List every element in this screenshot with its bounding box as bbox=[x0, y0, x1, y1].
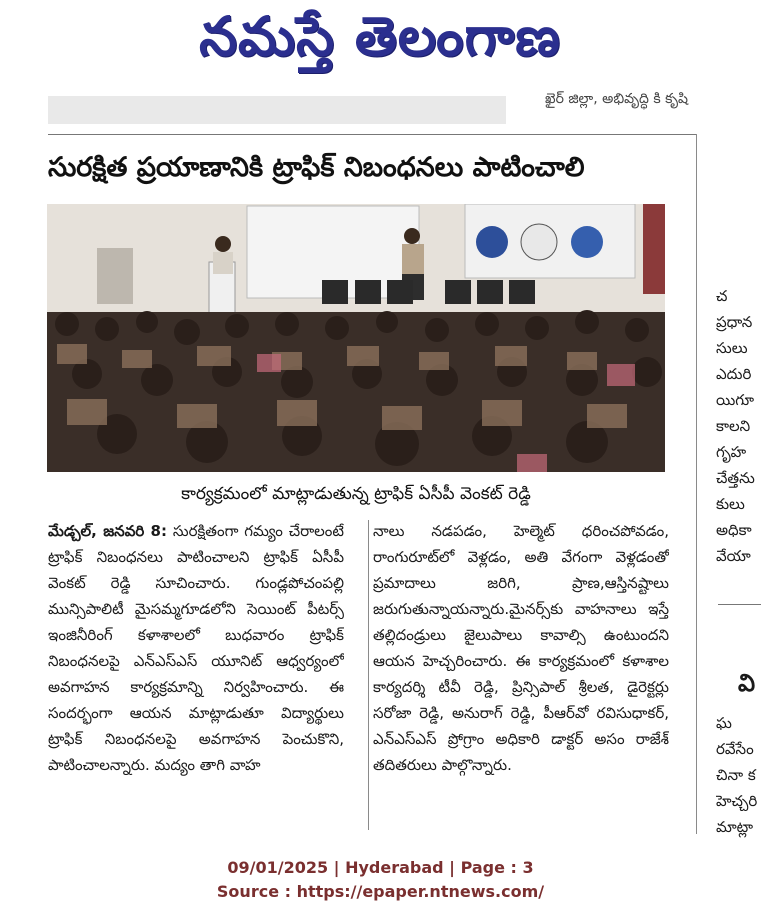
article-col1-text: సురక్షితంగా గమ్యం చేరాలంటే ట్రాఫిక్ నిబంధనలు పాటించాలని ట్రాఫిక్ ఏసీపీ వెంకట్ రెడ్డి సూచించారు. గుండ్లపోచంపల్లి మున్సిపాలిటీ మైసమ్మగూడలోని సెయింట్ పీటర్స్ ఇంజినీరింగ్ కళాశాలలో బుధవారం ట్రాఫిక్ నిబంధనలపై ఎన్ఎస్ఎస్ యూనిట్ ఆధ్వర్యంలో అవగాహన కార్యక్రమాన్ని నిర్వహించారు. ఈ సందర్భంగా ఆయన మాట్లాడుతూ విద్యార్థులు ట్రాఫిక్ నిబంధనలపై అవగాహన పెంచుకొని, పాటించాలన్నారు. మద్యం తాగి వాహ bbox=[48, 522, 344, 774]
fragment-line: మాట్లా bbox=[716, 818, 754, 836]
fragment-line: యిగూ bbox=[716, 391, 755, 409]
fragment-line: చ bbox=[716, 287, 728, 305]
article-col2-text: నాలు నడపడం, హెల్మెట్ ధరించపోవడం, రాంగురూట్‌లో వెళ్లడం, అతి వేగంగా వెళ్లడంతో ప్రమాదాలు జరిగి, ప్రాణ,ఆస్తినష్టాలు జరుగుతున్నాయన్నారు.మైనర్స్‌కు వాహనాలు ఇస్తే తల్లిదండ్రులు జైలుపాలు కావాల్సి ఉంటుందని ఆయన హెచ్చరించారు. ఈ కార్యక్రమంలో కళాశాల కార్యదర్శి టీవీ రెడ్డి, ప్రిన్సిపాల్ శ్రీలత, డైరెక్టర్లు సరోజా రెడ్డి, అనురాగ్ రెడ్డి, పీఆర్‌వో రవిసుధాకర్, ఎన్ఎస్ఎస్ ప్రోగ్రాం అధికారి డాక్టర్ అసం రాజేశ్ తదితరులు పాల్గొన్నారు. bbox=[373, 522, 669, 774]
fragment-line: కాలని bbox=[716, 417, 751, 435]
column-divider-rule bbox=[696, 134, 697, 834]
fragment-line: ఘ bbox=[716, 714, 732, 732]
fragment-line: గృహ bbox=[716, 443, 747, 461]
adjacent-article-fragment-a bbox=[716, 283, 761, 569]
article-headline: సురక్షిత ప్రయాణానికి ట్రాఫిక్ నిబంధనలు పాటించాలి bbox=[48, 152, 585, 183]
auditorium-photo-illustration bbox=[47, 204, 665, 472]
fragment-line: వేయా bbox=[716, 547, 751, 565]
article-column-1 bbox=[48, 518, 344, 830]
fragment-line: ప్రధాన bbox=[716, 313, 753, 331]
fragment-line: సులు bbox=[716, 339, 748, 357]
footer-source-line: Source : https://epaper.ntnews.com/ bbox=[216, 882, 545, 901]
right-column-rule bbox=[718, 604, 761, 605]
fragment-line: హెచ్చరి bbox=[716, 792, 758, 810]
adjacent-article-heading: వి bbox=[738, 669, 756, 697]
fragment-line: కులు bbox=[716, 495, 745, 513]
fragment-line: చినా క bbox=[716, 766, 756, 784]
top-cut-text: ఖైర్ జిల్లా, అభివృద్ధి కి కృషి bbox=[545, 91, 689, 107]
fragment-line: అధికా bbox=[716, 521, 752, 539]
body-column-divider bbox=[368, 520, 369, 830]
fragment-line: రవేసేం bbox=[716, 740, 754, 758]
fragment-line: చేత్తను bbox=[716, 469, 755, 487]
photo-caption: కార్యక్రమంలో మాట్లాడుతున్న ట్రాఫిక్ ఏసీపీ వెంకట్ రెడ్డి bbox=[181, 484, 531, 504]
footer-date-line: 09/01/2025 | Hyderabad | Page : 3 bbox=[227, 858, 534, 877]
article-body-part-1 bbox=[48, 518, 344, 778]
top-gray-strip bbox=[48, 96, 506, 124]
newspaper-masthead: నమస్తే తెలంగాణ bbox=[199, 5, 561, 68]
event-photo bbox=[47, 204, 665, 472]
fragment-line: ఎదురి bbox=[716, 365, 752, 383]
article-column-2 bbox=[373, 518, 669, 830]
article-dateline: మేడ్చల్, జనవరి 8: bbox=[48, 522, 167, 540]
headline-top-rule bbox=[48, 134, 696, 135]
adjacent-article-fragment-b bbox=[716, 710, 761, 840]
